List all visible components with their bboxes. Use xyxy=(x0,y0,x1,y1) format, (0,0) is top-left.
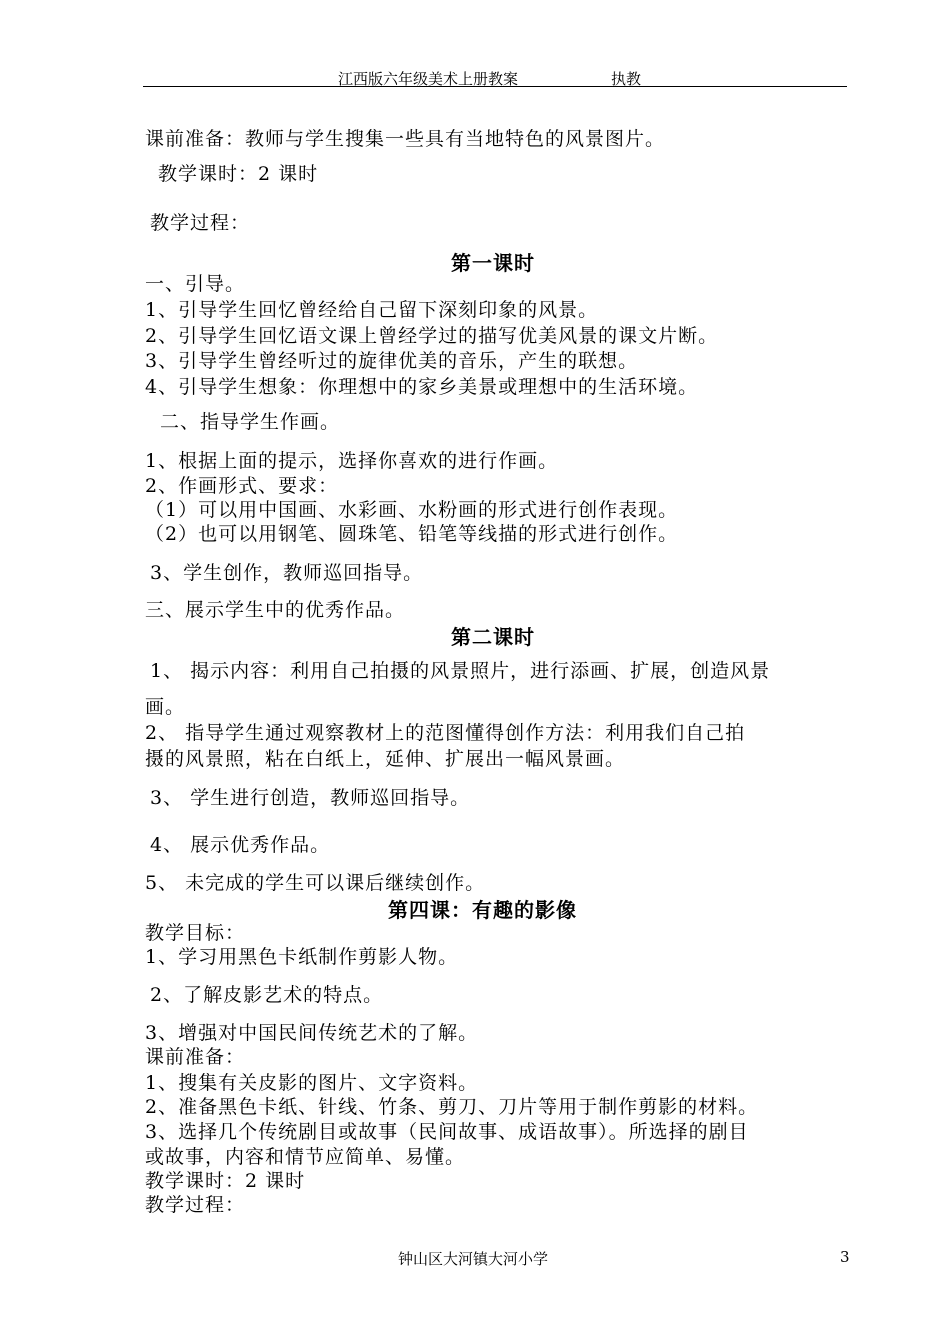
text-line: 课前准备： xyxy=(145,1046,246,1068)
text-line: （2）也可以用钢笔、圆珠笔、铅笔等线描的形式进行创作。 xyxy=(145,523,679,545)
text-line: 教学过程： xyxy=(150,212,251,234)
text-line: 5、 未完成的学生可以课后继续创作。 xyxy=(145,872,486,894)
text-line: 一、引导。 xyxy=(145,273,246,295)
text-line: 教学过程： xyxy=(145,1194,246,1216)
header-role: 执教 xyxy=(611,70,642,88)
text-line: 课前准备：教师与学生搜集一些具有当地特色的风景图片。 xyxy=(145,128,666,150)
text-line: 画。 xyxy=(145,696,186,718)
page-number: 3 xyxy=(840,1248,850,1266)
text-line: 2、了解皮影艺术的特点。 xyxy=(150,984,384,1006)
text-line: 3、引导学生曾经听过的旋律优美的音乐，产生的联想。 xyxy=(145,350,639,372)
footer-school: 钟山区大河镇大河小学 xyxy=(398,1250,549,1268)
text-line: 4、引导学生想象：你理想中的家乡美景或理想中的生活环境。 xyxy=(145,376,699,398)
text-line: 2、引导学生回忆语文课上曾经学过的描写优美风景的课文片断。 xyxy=(145,325,719,347)
text-line: 3、学生创作，教师巡回指导。 xyxy=(150,562,424,584)
text-line: 二、指导学生作画。 xyxy=(160,411,341,433)
text-line: 或故事，内容和情节应简单、易懂。 xyxy=(145,1146,466,1168)
text-line: 2、 指导学生通过观察教材上的范图懂得创作方法：利用我们自己拍 xyxy=(145,722,746,744)
text-line: 2、准备黑色卡纸、针线、竹条、剪刀、刀片等用于制作剪影的材料。 xyxy=(145,1096,759,1118)
text-line: 摄的风景照，粘在白纸上，延伸、扩展出一幅风景画。 xyxy=(145,748,626,770)
page-header xyxy=(143,68,847,87)
text-line: 1、 揭示内容：利用自己拍摄的风景照片，进行添画、扩展，创造风景 xyxy=(150,660,771,682)
text-line: 3、选择几个传统剧目或故事（民间故事、成语故事）。所选择的剧目 xyxy=(145,1121,749,1143)
text-line: 4、 展示优秀作品。 xyxy=(150,834,331,856)
text-line: 2、作画形式、要求： xyxy=(145,475,339,497)
text-line: 教学目标： xyxy=(145,922,246,944)
lesson-heading: 第四课：有趣的影像 xyxy=(388,898,577,922)
section-heading: 第一课时 xyxy=(451,251,535,275)
text-line: 教学课时：2 课时 xyxy=(145,1170,306,1192)
header-title: 江西版六年级美术上册教案 xyxy=(338,70,519,88)
text-line: 1、搜集有关皮影的图片、文字资料。 xyxy=(145,1072,479,1094)
section-heading: 第二课时 xyxy=(451,625,535,649)
text-line: 1、根据上面的提示，选择你喜欢的进行作画。 xyxy=(145,450,559,472)
text-line: （1）可以用中国画、水彩画、水粉画的形式进行创作表现。 xyxy=(145,499,679,521)
text-line: 教学课时：2 课时 xyxy=(158,163,319,185)
text-line: 1、学习用黑色卡纸制作剪影人物。 xyxy=(145,946,459,968)
text-line: 3、 学生进行创造，教师巡回指导。 xyxy=(150,787,471,809)
text-line: 三、展示学生中的优秀作品。 xyxy=(145,599,406,621)
text-line: 1、引导学生回忆曾经给自己留下深刻印象的风景。 xyxy=(145,299,599,321)
text-line: 3、增强对中国民间传统艺术的了解。 xyxy=(145,1022,479,1044)
